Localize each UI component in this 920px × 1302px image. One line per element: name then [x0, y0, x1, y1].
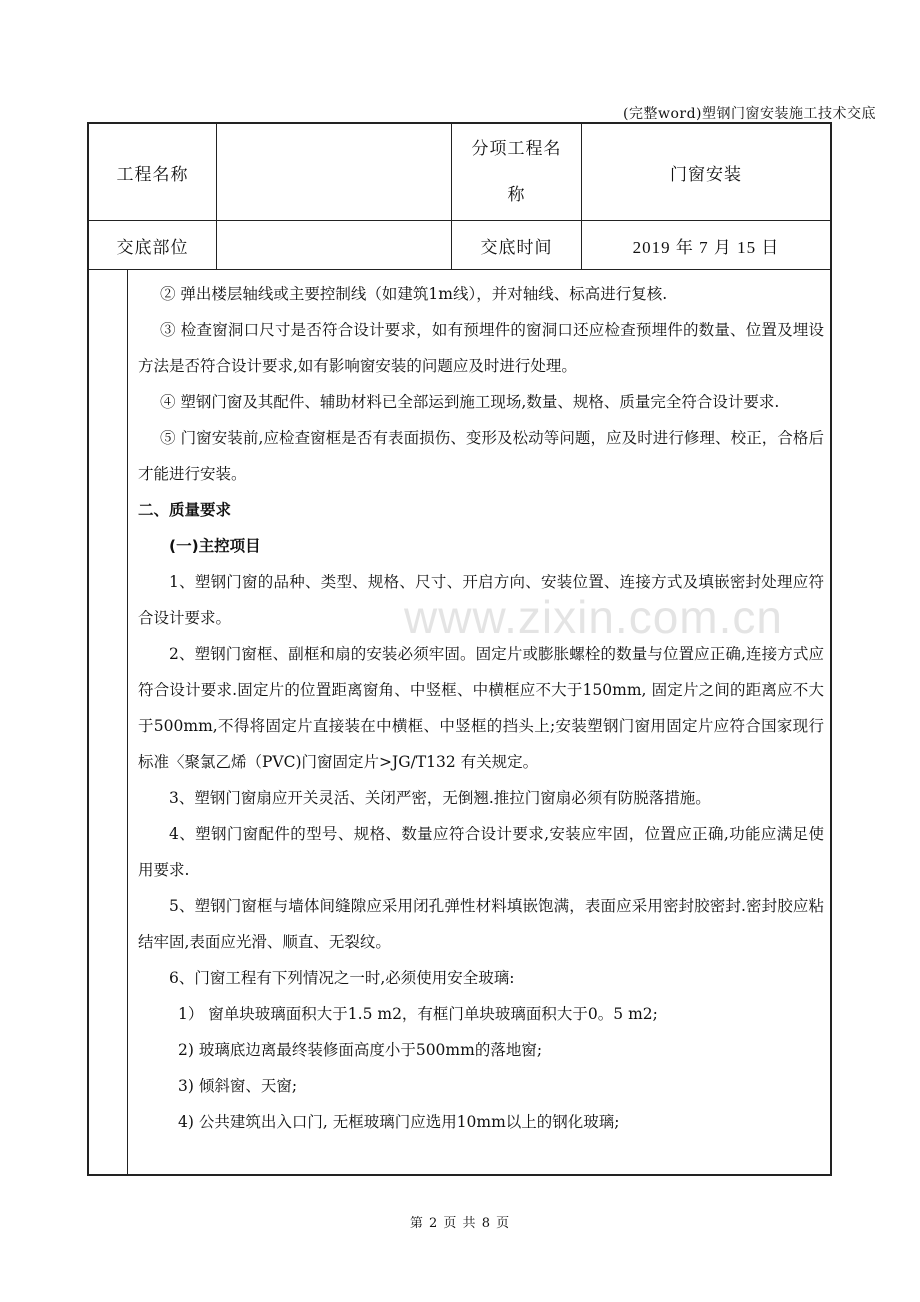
glass-case-4: 4) 公共建筑出入口门, 无框玻璃门应选用10mm以上的钢化玻璃; [178, 1113, 620, 1131]
quality-item-3: 3、塑钢门窗扇应开关灵活、关闭严密，无倒翘.推拉门窗扇必须有防脱落措施。 [169, 789, 711, 807]
sub-project-label-line1: 分项工程名 [471, 139, 562, 159]
quality-item-6: 6、门窗工程有下列情况之一时,必须使用安全玻璃: [169, 969, 515, 987]
sub-project-label-line2: 称 [507, 185, 526, 205]
subsection-heading-main-items: (一)主控项目 [169, 537, 261, 555]
disclosure-time-label: 交底时间 [480, 237, 553, 258]
project-name-label: 工程名称 [116, 164, 189, 185]
glass-case-1: 1） 窗单块玻璃面积大于1.5 m2，有框门单块玻璃面积大于0。5 m2; [178, 1005, 658, 1023]
disclosure-time-value: 2019 年 7 月 15 日 [632, 237, 780, 257]
quality-item-2: 2、塑钢门窗框、副框和扇的安装必须牢固。固定片或膨胀螺栓的数量与位置应正确,连接方式应符合设计要求.固定片的位置距离窗角、中竖框、中横框应不大于150mm, 固定片之间的距离应不大于500mm,不得将固定片直接装在中横框、中竖框的挡头上;安装塑钢门窗用固定片应符合国家现行标准〈聚氯乙烯（PVC)门窗固定片>JG/T132 有关规定。 [138, 645, 824, 771]
sub-project-value: 门窗安装 [670, 164, 742, 185]
quality-item-5: 5、塑钢门窗框与墙体间缝隙应采用闭孔弹性材料填嵌饱满，表面应采用密封胶密封.密封胶应粘结牢固,表面应光滑、顺直、无裂纹。 [138, 897, 824, 951]
disclosure-part-label: 交底部位 [116, 237, 189, 258]
quality-item-4: 4、塑钢门窗配件的型号、规格、数量应符合设计要求,安装应牢固，位置应正确,功能应满足使用要求. [138, 825, 824, 879]
prep-step-3: ③ 检查窗洞口尺寸是否符合设计要求，如有预埋件的窗洞口还应检查预埋件的数量、位置及埋设方法是否符合设计要求,如有影响窗安装的问题应及时进行处理。 [138, 321, 824, 375]
prep-step-4: ④ 塑钢门窗及其配件、辅助材料已全部运到施工现场,数量、规格、质量完全符合设计要求. [160, 393, 780, 411]
disclosure-body [128, 270, 830, 1174]
section-heading-quality: 二、质量要求 [138, 501, 232, 519]
project-name-value [217, 124, 451, 220]
quality-item-1: 1、塑钢门窗的品种、类型、规格、尺寸、开启方向、安装位置、连接方式及填嵌密封处理应符合设计要求。 [138, 573, 824, 627]
prep-step-2: ② 弹出楼层轴线或主要控制线（如建筑1m线），并对轴线、标高进行复核. [160, 285, 668, 303]
sub-project-label [452, 124, 581, 220]
prep-step-5: ⑤ 门窗安装前,应检查窗框是否有表面损伤、变形及松动等问题，应及时进行修理、校正，合格后才能进行安装。 [138, 429, 824, 483]
page-number-footer: 第 2 页 共 8 页 [409, 1216, 511, 1231]
document-header-title: (完整word)塑钢门窗安装施工技术交底 [623, 106, 876, 122]
glass-case-3: 3) 倾斜窗、天窗; [178, 1077, 298, 1095]
glass-case-2: 2) 玻璃底边离最终装修面高度小于500mm的落地窗; [178, 1041, 543, 1059]
watermark: www.zixin.com.cn [404, 591, 783, 643]
disclosure-part-value [217, 221, 451, 269]
